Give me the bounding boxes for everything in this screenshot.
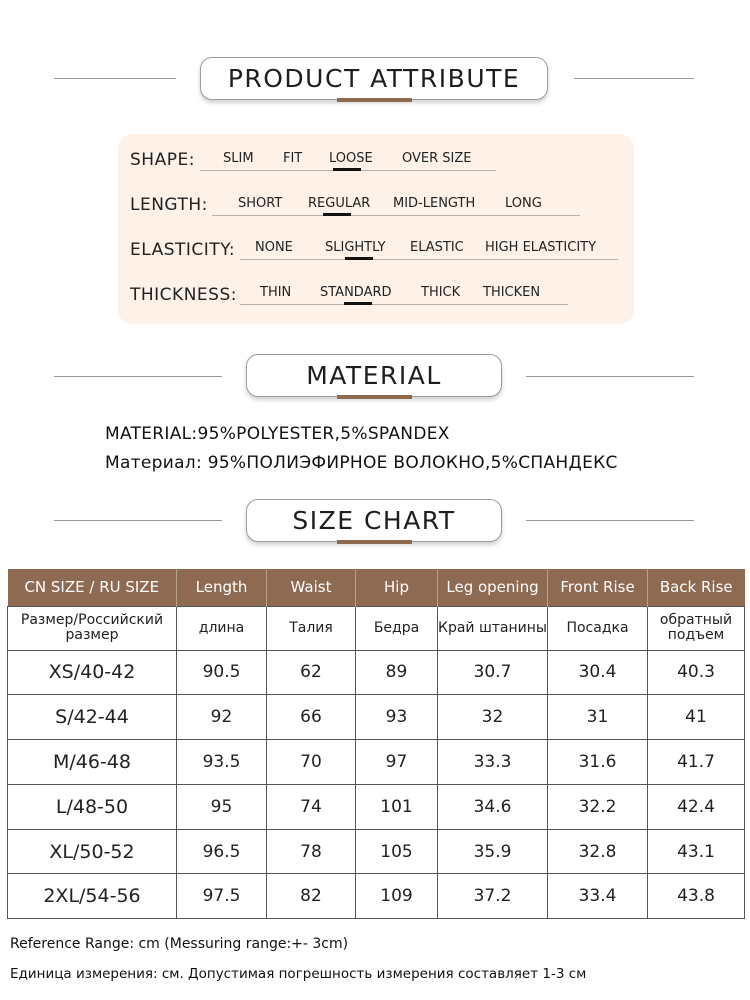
table-cell: 30.7: [438, 650, 548, 695]
attr-option: SHORT: [238, 196, 283, 211]
attr-option-selected: LOOSE: [329, 151, 373, 166]
attr-label-thickness: THICKNESS:: [130, 285, 237, 305]
table-cell: 97.5: [177, 874, 267, 919]
ru-column-header: Бедра: [356, 606, 438, 650]
column-header: Hip: [356, 569, 438, 606]
table-row: [8, 874, 745, 919]
attr-option-selected: STANDARD: [320, 285, 392, 300]
table-cell: 93: [356, 695, 438, 740]
attr-option: THICKEN: [483, 285, 541, 300]
size-cell: 2XL/54-56: [8, 874, 177, 919]
ru-column-header: обратный подъем: [648, 606, 745, 650]
table-cell: 74: [267, 784, 356, 829]
table-cell: 92: [177, 695, 267, 740]
size-cell: XL/50-52: [8, 829, 177, 874]
title-underline: [337, 98, 412, 102]
ru-column-header: Край штанины: [438, 606, 548, 650]
table-cell: 105: [356, 829, 438, 874]
attr-option: HIGH ELASTICITY: [485, 240, 597, 255]
table-cell: 66: [267, 695, 356, 740]
table-cell: 33.4: [548, 874, 648, 919]
table-row: [8, 650, 745, 695]
table-cell: 33.3: [438, 740, 548, 785]
divider-line: [574, 78, 694, 79]
ru-header-row: [8, 606, 745, 650]
size-cell: XS/40-42: [8, 650, 177, 695]
title-underline: [337, 540, 412, 544]
divider-line: [54, 78, 176, 79]
table-cell: 40.3: [648, 650, 745, 695]
size-chart-title: [246, 499, 502, 542]
attr-label-elasticity: ELASTICITY:: [130, 240, 236, 260]
attr-option-selected: SLIGHTLY: [325, 240, 386, 255]
table-cell: 89: [356, 650, 438, 695]
table-cell: 35.9: [438, 829, 548, 874]
reference-range-note: Reference Range: cm (Messuring range:+- 3cm): [10, 936, 349, 952]
column-header: Front Rise: [548, 569, 648, 606]
attr-option: THIN: [260, 285, 292, 300]
table-row: [8, 829, 745, 874]
selected-mark: [323, 213, 351, 216]
table-cell: 82: [267, 874, 356, 919]
ru-column-header: Размер/Российский размер: [8, 606, 177, 650]
column-header: Leg opening: [438, 569, 548, 606]
attr-option: FIT: [283, 151, 303, 166]
section-title-text: SIZE CHART: [292, 506, 456, 535]
table-cell: 41: [648, 695, 745, 740]
attribute-panel: [118, 134, 634, 324]
selected-mark: [344, 302, 372, 305]
table-cell: 78: [267, 829, 356, 874]
table-cell: 41.7: [648, 740, 745, 785]
size-cell: M/46-48: [8, 740, 177, 785]
table-row: [8, 740, 745, 785]
section-title-text: MATERIAL: [306, 361, 442, 390]
column-header: Length: [177, 569, 267, 606]
table-cell: 31.6: [548, 740, 648, 785]
table-cell: 32.2: [548, 784, 648, 829]
size-chart-table: [7, 569, 745, 919]
section-title-text: PRODUCT ATTRIBUTE: [227, 64, 521, 93]
table-cell: 95: [177, 784, 267, 829]
material-title: [246, 354, 502, 397]
table-cell: 34.6: [438, 784, 548, 829]
attr-label-length: LENGTH:: [130, 195, 208, 215]
table-row: [8, 695, 745, 740]
ru-column-header: Посадка: [548, 606, 648, 650]
material-en: MATERIAL:95%POLYESTER,5%SPANDEX: [105, 424, 450, 444]
table-cell: 37.2: [438, 874, 548, 919]
title-underline: [337, 395, 412, 399]
attr-option: NONE: [255, 240, 293, 255]
attr-option: ELASTIC: [410, 240, 464, 255]
product-attribute-title: [200, 57, 548, 100]
attr-rule: [240, 304, 568, 305]
table-cell: 42.4: [648, 784, 745, 829]
table-row: [8, 784, 745, 829]
ru-column-header: Талия: [267, 606, 356, 650]
selected-mark: [345, 257, 373, 260]
attr-rule: [212, 215, 580, 216]
table-cell: 101: [356, 784, 438, 829]
attr-rule: [240, 259, 618, 260]
table-cell: 93.5: [177, 740, 267, 785]
attr-option: THICK: [421, 285, 461, 300]
table-cell: 62: [267, 650, 356, 695]
table-cell: 43.1: [648, 829, 745, 874]
attr-option: LONG: [505, 196, 542, 211]
attr-option-selected: REGULAR: [308, 196, 371, 211]
table-cell: 70: [267, 740, 356, 785]
table-cell: 31: [548, 695, 648, 740]
column-header: Back Rise: [648, 569, 745, 606]
divider-line: [54, 376, 222, 377]
divider-line: [54, 520, 222, 521]
table-cell: 30.4: [548, 650, 648, 695]
divider-line: [526, 520, 694, 521]
attr-option: MID-LENGTH: [393, 196, 476, 211]
table-cell: 90.5: [177, 650, 267, 695]
measurement-note-ru: Единица измерения: см. Допустимая погрешность измерения составляет 1-3 см: [10, 966, 587, 982]
table-cell: 96.5: [177, 829, 267, 874]
column-header: Waist: [267, 569, 356, 606]
table-cell: 97: [356, 740, 438, 785]
table-cell: 109: [356, 874, 438, 919]
ru-column-header: длина: [177, 606, 267, 650]
column-header: CN SIZE / RU SIZE: [8, 569, 177, 606]
size-cell: S/42-44: [8, 695, 177, 740]
table-header-row: [8, 569, 745, 606]
table-cell: 32: [438, 695, 548, 740]
divider-line: [526, 376, 694, 377]
attr-option: SLIM: [223, 151, 254, 166]
table-cell: 32.8: [548, 829, 648, 874]
size-cell: L/48-50: [8, 784, 177, 829]
selected-mark: [333, 168, 361, 171]
attr-option: OVER SIZE: [402, 151, 472, 166]
material-ru: Материал: 95%ПОЛИЭФИРНОЕ ВОЛОКНО,5%СПАНДЕКС: [105, 453, 618, 473]
attr-label-shape: SHAPE:: [130, 150, 195, 170]
table-cell: 43.8: [648, 874, 745, 919]
